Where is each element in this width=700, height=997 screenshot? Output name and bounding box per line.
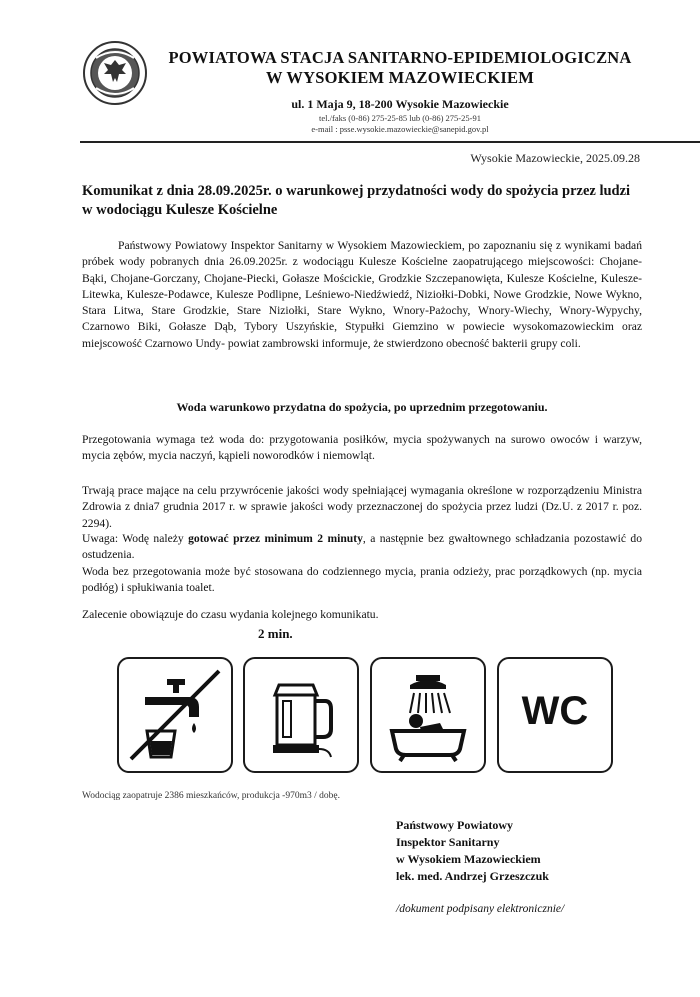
kettle-icon [253, 667, 349, 763]
signature-line1: Państwowy Powiatowy [396, 818, 513, 832]
signature-line3: w Wysokiem Mazowieckiem [396, 852, 541, 866]
boil-time-label: 2 min. [258, 626, 293, 641]
signature-line2: Inspektor Sanitarny [396, 835, 500, 849]
pictogram-wc [497, 657, 613, 773]
boiling-required-paragraph: Przegotowania wymaga też woda do: przygotowania posiłków, mycia spożywanych na surowo owoców i warzyw, mycia zębów, mycia naczyń, kąpieli noworodków i niemowląt. [82, 433, 642, 463]
header-divider [80, 141, 700, 143]
institution-name-line1: POWIATOWA STACJA SANITARNO-EPIDEMIOLOGICZNA [168, 48, 632, 67]
institution-phone: tel./faks (0-86) 275-25-85 lub (0-86) 275-25-91 [319, 113, 481, 123]
intro-paragraph: Państwowy Powiatowy Inspektor Sanitarny w Wysokiem Mazowieckiem, po zapoznaniu się z wynikami badań próbek wody pobranych dnia 26.09.2025r. z wodociągu Kulesze Kościelne zaopatrującego miejscowości: Chojane-Bąki, Chojane-Gorczany, Chojane-Piecki, Gołasze Mościckie, Grodzkie Szczepanowięta, Kulesze Kościelne, Kulesze-Litewka, Kulesze-Podawce, Kulesze Podlipne, Leśniewo-Niedźwiedź, Niziołki-Dobki, Nowe Grodzkie, Nowe Wykno, Stara Litwa, Stare Grodzkie, Stare Niziołki, Stare Wykno, Wnory-Pażochy, Wnory-Wiechy, Wnory-Wypychy, Czarnowo Biki, Gołasze Dąb, Tybory Uszyńskie, Stypułki Giemzino w powiecie wysokomazowieckim oraz miejscowość Czarnowo Undy- powiat zambrowski informuje, że stwierdzono obecność bakterii grupy coli. [82, 239, 642, 350]
supply-note: Wodociąg zaopatruje 2386 mieszkańców, produkcja -970m3 / dobę. [82, 791, 340, 801]
document-date: Wysokie Mazowieckie, 2025.09.28 [470, 151, 640, 165]
warning-bold: gotować przez minimum 2 minuty [188, 532, 363, 545]
pictogram-shower-bath [370, 657, 486, 773]
pictogram-no-tap-water [117, 657, 233, 773]
signature-name: lek. med. Andrzej Grzeszczuk [396, 869, 549, 883]
conditional-fitness-heading: Woda warunkowo przydatna do spożycia, po uprzednim przegotowaniu. [176, 400, 548, 414]
ongoing-work-paragraph: Trwają prace mające na celu przywrócenie jakości wody spełniającej wymagania określone w rozporządzeniu Ministra Zdrowia z dnia7 grudnia 2017 r. w sprawie jakości wody przeznaczonej do spożycia przez ludzi (Dz.U. z 2017 r. poz. 2294). [82, 484, 642, 530]
without-boiling-paragraph: Woda bez przegotowania może być stosowana do codziennego mycia, prania odzieży, prac porządkowych (np. mycia podłóg) i spłukiwania toalet. [82, 565, 642, 595]
eagle-emblem-icon [82, 40, 148, 106]
warning-prefix: Uwaga: Wodę należy [82, 532, 189, 545]
validity-paragraph: Zalecenie obowiązuje do czasu wydania kolejnego komunikatu. [82, 608, 379, 621]
pictogram-kettle [243, 657, 359, 773]
no-tap-water-icon [127, 667, 223, 763]
institution-name-line2: W WYSOKIEM MAZOWIECKIEM [265, 68, 535, 87]
electronic-signature-note: /dokument podpisany elektronicznie/ [396, 903, 565, 915]
shower-bath-icon [380, 667, 476, 763]
warning-suffix: , a następnie bez gwałtownego schładzania pozostawić do ostudzenia. [82, 532, 642, 562]
institution-email: e-mail : psse.wysokie.mazowieckie@sanepid.gov.pl [311, 124, 489, 134]
institution-address: ul. 1 Maja 9, 18-200 Wysokie Mazowieckie [291, 97, 509, 111]
warning-paragraph [82, 531, 642, 564]
document-title: Komunikat z dnia 28.09.2025r. o warunkowej przydatności wody do spożycia przez ludzi w wodociągu Kulesze Kościelne [82, 183, 631, 218]
wc-icon: WC [521, 689, 589, 733]
